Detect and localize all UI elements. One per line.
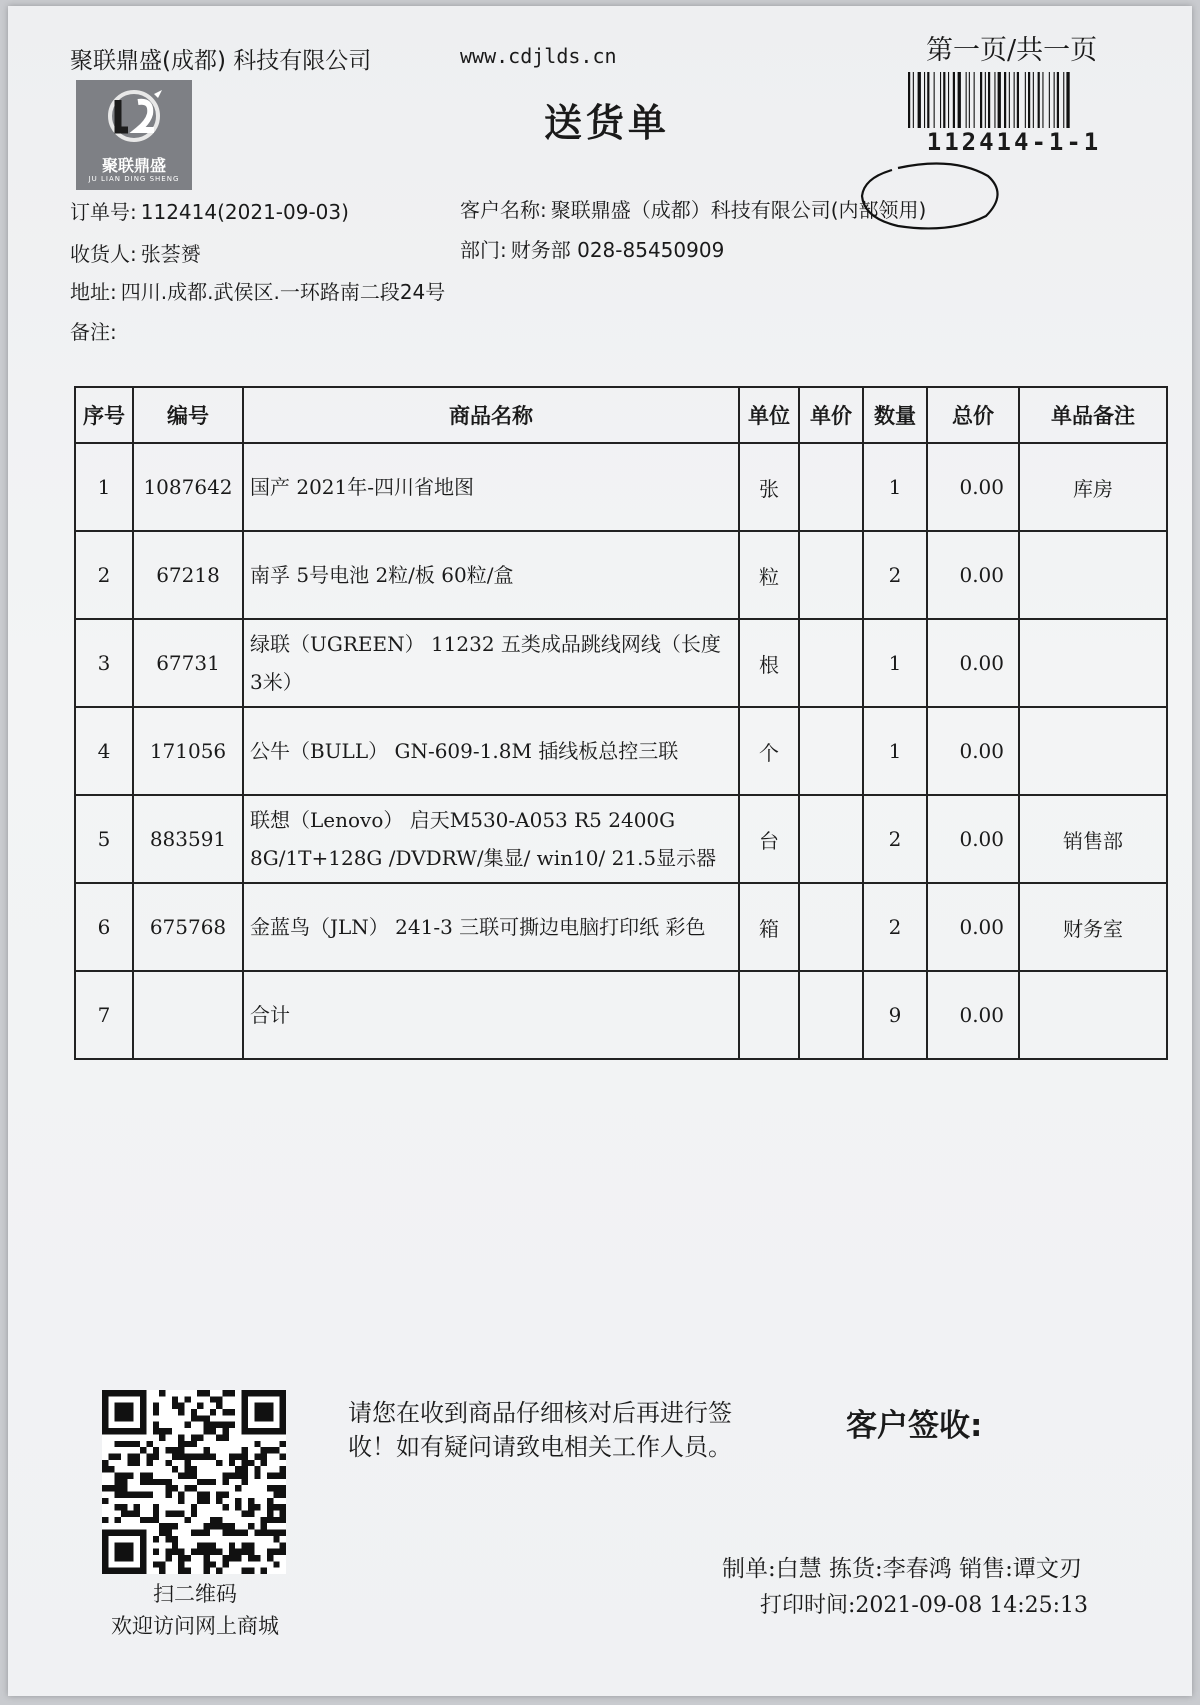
cell-total: 0.00 xyxy=(927,883,1019,971)
table-row xyxy=(75,619,1167,707)
cell-product-name: 公牛（BULL） GN-609-1.8M 插线板总控三联 xyxy=(243,707,739,795)
cell-total: 0.00 xyxy=(927,795,1019,883)
staff-line: 制单:白慧 拣货:李春鸿 销售:谭文刃 xyxy=(722,1556,1082,1582)
header-quantity: 数量 xyxy=(863,387,927,443)
customer-note: (内部领用) xyxy=(830,198,927,222)
cell-unit-price xyxy=(799,795,863,883)
header-unit-price: 单价 xyxy=(799,387,863,443)
barcode-number: 112414-1-1 xyxy=(926,128,1102,156)
cell-item-note xyxy=(1019,619,1167,707)
cell-product-name: 绿联（UGREEN） 11232 五类成品跳线网线（长度3米） xyxy=(243,619,739,707)
cell-product-name: 南孚 5号电池 2粒/板 60粒/盒 xyxy=(243,531,739,619)
header-product-name: 商品名称 xyxy=(243,387,739,443)
order-number-value: 112414(2021-09-03) xyxy=(140,200,349,224)
cell-quantity: 2 xyxy=(863,531,927,619)
cell-seq: 1 xyxy=(75,443,133,531)
delivery-note-paper xyxy=(8,6,1192,1696)
customer-value: 聚联鼎盛（成都）科技有限公司 xyxy=(550,198,831,222)
cell-unit-price xyxy=(799,971,863,1059)
cell-unit-price xyxy=(799,531,863,619)
cell-total: 0.00 xyxy=(927,971,1019,1059)
company-name: 聚联鼎盛(成都) 科技有限公司 xyxy=(70,48,372,74)
cell-code: 1087642 xyxy=(133,443,243,531)
header-unit: 单位 xyxy=(739,387,799,443)
cell-item-note: 销售部 xyxy=(1019,795,1167,883)
order-number-label: 订单号: xyxy=(70,200,137,224)
header-item-note: 单品备注 xyxy=(1019,387,1167,443)
header-seq: 序号 xyxy=(75,387,133,443)
cell-unit-price xyxy=(799,707,863,795)
cell-unit-price xyxy=(799,883,863,971)
cell-quantity: 2 xyxy=(863,795,927,883)
cell-quantity: 1 xyxy=(863,707,927,795)
table-row xyxy=(75,795,1167,883)
cell-total: 0.00 xyxy=(927,619,1019,707)
qr-caption-visit: 欢迎访问网上商城 xyxy=(111,1614,279,1638)
receiver-value: 张荟赟 xyxy=(140,242,201,266)
cell-unit xyxy=(739,971,799,1059)
handwritten-circle-mark xyxy=(858,160,1008,234)
customer-signature-label: 客户签收: xyxy=(846,1408,983,1444)
cell-unit: 箱 xyxy=(739,883,799,971)
cell-total: 0.00 xyxy=(927,443,1019,531)
qr-code xyxy=(102,1390,286,1574)
cell-unit-price xyxy=(799,619,863,707)
address-row xyxy=(70,276,445,305)
order-number-row xyxy=(70,196,349,225)
cell-code: 883591 xyxy=(133,795,243,883)
table-row xyxy=(75,443,1167,531)
print-time: 打印时间:2021-09-08 14:25:13 xyxy=(760,1593,1089,1618)
cell-seq: 5 xyxy=(75,795,133,883)
cell-seq: 6 xyxy=(75,883,133,971)
logo-mark-icon xyxy=(94,86,174,146)
cell-seq: 4 xyxy=(75,707,133,795)
department-value: 财务部 028-85450909 xyxy=(510,238,725,262)
cell-total: 0.00 xyxy=(927,707,1019,795)
qr-caption-scan: 扫二维码 xyxy=(153,1582,237,1606)
cell-code: 67731 xyxy=(133,619,243,707)
barcode xyxy=(906,72,1122,128)
customer-row xyxy=(460,194,926,223)
address-value: 四川.成都.武侯区.一环路南二段24号 xyxy=(120,280,446,304)
department-row xyxy=(460,234,724,263)
cell-code: 67218 xyxy=(133,531,243,619)
table-row xyxy=(75,707,1167,795)
receipt-notice: 请您在收到商品仔细核对后再进行签收！如有疑问请致电相关工作人员。 xyxy=(348,1399,732,1461)
cell-quantity: 1 xyxy=(863,619,927,707)
company-logo xyxy=(76,80,192,190)
cell-total: 0.00 xyxy=(927,531,1019,619)
cell-item-note: 财务室 xyxy=(1019,883,1167,971)
remark-label: 备注: xyxy=(70,320,117,344)
document-title: 送货单 xyxy=(544,100,671,145)
cell-unit: 台 xyxy=(739,795,799,883)
table-row xyxy=(75,531,1167,619)
cell-unit: 粒 xyxy=(739,531,799,619)
cell-item-note: 库房 xyxy=(1019,443,1167,531)
cell-quantity: 2 xyxy=(863,883,927,971)
receiver-row xyxy=(70,238,201,267)
header-total: 总价 xyxy=(927,387,1019,443)
goods-table xyxy=(74,386,1168,1060)
cell-unit: 根 xyxy=(739,619,799,707)
table-row xyxy=(75,883,1167,971)
cell-unit: 张 xyxy=(739,443,799,531)
customer-label: 客户名称: xyxy=(460,198,547,222)
cell-item-note xyxy=(1019,531,1167,619)
page-info: 第一页/共一页 xyxy=(926,35,1098,66)
address-label: 地址: xyxy=(70,280,117,304)
table-total-row xyxy=(75,971,1167,1059)
cell-seq: 3 xyxy=(75,619,133,707)
cell-seq: 2 xyxy=(75,531,133,619)
company-website: www.cdjlds.cn xyxy=(460,44,617,68)
cell-code xyxy=(133,971,243,1059)
cell-product-name: 金蓝鸟（JLN） 241-3 三联可撕边电脑打印纸 彩色 xyxy=(243,883,739,971)
logo-subtext: JU LIAN DING SHENG xyxy=(88,175,180,183)
logo-text: 聚联鼎盛 xyxy=(101,156,166,175)
cell-unit: 个 xyxy=(739,707,799,795)
cell-quantity: 9 xyxy=(863,971,927,1059)
table-header-row xyxy=(75,387,1167,443)
cell-code: 675768 xyxy=(133,883,243,971)
cell-quantity: 1 xyxy=(863,443,927,531)
cell-item-note xyxy=(1019,707,1167,795)
department-label: 部门: xyxy=(460,238,507,262)
receiver-label: 收货人: xyxy=(70,242,137,266)
remark-row xyxy=(70,316,121,345)
cell-code: 171056 xyxy=(133,707,243,795)
cell-seq: 7 xyxy=(75,971,133,1059)
cell-unit-price xyxy=(799,443,863,531)
cell-product-name: 国产 2021年-四川省地图 xyxy=(243,443,739,531)
cell-total-label: 合计 xyxy=(243,971,739,1059)
header-code: 编号 xyxy=(133,387,243,443)
cell-item-note xyxy=(1019,971,1167,1059)
cell-product-name: 联想（Lenovo） 启天M530-A053 R5 2400G 8G/1T+128G /DVDRW/集显/ win10/ 21.5显示器 xyxy=(243,795,739,883)
